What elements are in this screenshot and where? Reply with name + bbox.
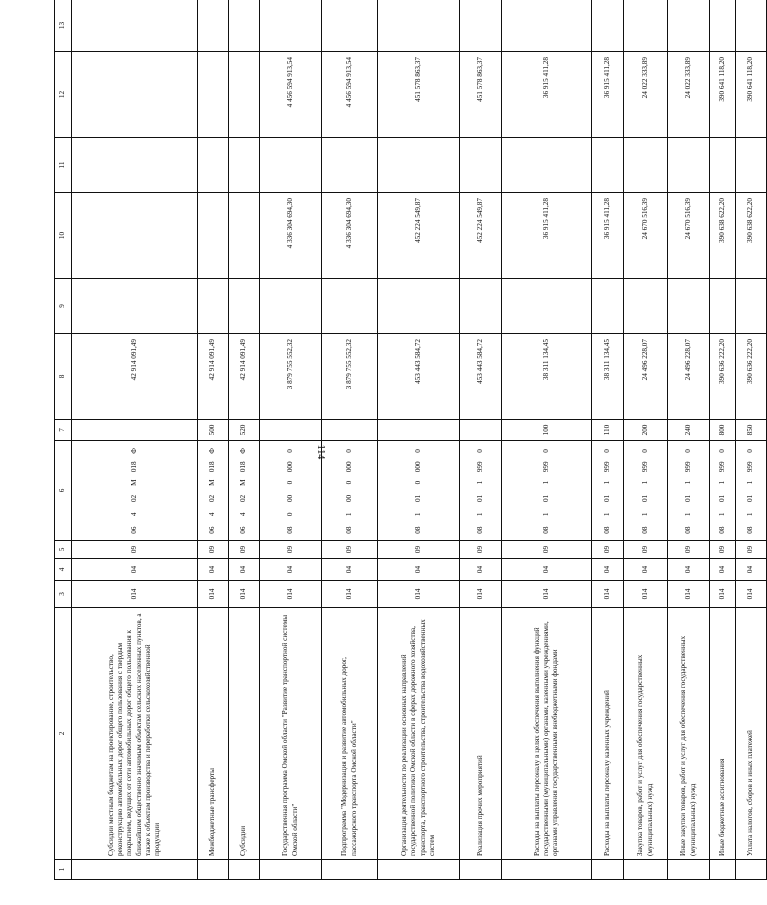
- target-article-cell: [72, 441, 198, 541]
- target-article-part: 999: [475, 461, 484, 473]
- amount-year2-cell: 390 638 622,20: [736, 193, 767, 279]
- table-row: [736, 0, 767, 880]
- col-header: 6: [55, 441, 72, 541]
- ministry-code-cell: 014: [378, 581, 460, 608]
- federal-year2-cell: [736, 138, 767, 193]
- target-article-cell: [260, 441, 322, 541]
- target-article-part: 1: [413, 512, 422, 517]
- federal-year2-cell: [72, 138, 198, 193]
- target-article-cell: [624, 441, 668, 541]
- table-row: [378, 0, 460, 880]
- target-article-cell: [378, 441, 460, 541]
- subsection-code-cell: 09: [624, 541, 668, 559]
- amount-year2-cell: 24 670 516,39: [624, 193, 668, 279]
- federal-year3-cell: [736, 0, 767, 52]
- subsection-code-cell: 09: [710, 541, 736, 559]
- target-article-part: 1: [602, 480, 611, 485]
- target-article-part: 08: [717, 526, 726, 534]
- row-index-cell: [460, 860, 502, 880]
- amount-year3-cell: 451 578 863,37: [460, 52, 502, 138]
- target-article-part: 0: [344, 480, 353, 485]
- table-row: [229, 0, 260, 880]
- row-name-cell: Уплата налогов, сборов и иных платежей: [736, 608, 767, 860]
- federal-year3-cell: [229, 0, 260, 52]
- subsection-code-cell: 09: [322, 541, 378, 559]
- subsection-code-cell: 09: [668, 541, 710, 559]
- target-article-part: 02: [208, 494, 217, 503]
- ministry-code-cell: 014: [72, 581, 198, 608]
- col-header: 8: [55, 334, 72, 420]
- section-code-cell: 04: [624, 559, 668, 581]
- table-row: [624, 0, 668, 880]
- target-article-part: 999: [746, 461, 755, 473]
- col-header: 3: [55, 581, 72, 608]
- target-article-part: 0: [746, 449, 755, 453]
- target-article-part: 06: [239, 526, 248, 534]
- amount-year3-cell: 36 915 411,28: [592, 52, 624, 138]
- federal-year1-cell: [229, 279, 260, 334]
- amount-year2-cell: 390 638 622,20: [710, 193, 736, 279]
- target-article-part: 4: [129, 512, 138, 517]
- target-article-part: 08: [475, 526, 484, 534]
- target-article-cell: [502, 441, 592, 541]
- target-article-part: 01: [746, 494, 755, 503]
- ministry-code-cell: 014: [592, 581, 624, 608]
- expense-type-cell: 110: [592, 420, 624, 441]
- amount-year1-cell: 3 879 755 552,32: [260, 334, 322, 420]
- amount-year2-cell: 36 915 411,28: [502, 193, 592, 279]
- row-name-cell: Субсидии местным бюджетам на проектирование, строительство, реконструкцию автомобильных дорог общего пользования с твердым покрытием, ведущих от сети автомобильных дорог общего пользования к ближайшим общественно значимым объектам сельских населенных пунктов, а также к объектам производства и переработки сельскохозяйственной продукции: [72, 608, 198, 860]
- target-article-part: 0: [717, 449, 726, 453]
- row-index-cell: [198, 860, 229, 880]
- col-header: 10: [55, 193, 72, 279]
- amount-year3-cell: 390 641 118,20: [710, 52, 736, 138]
- target-article-part: 0: [285, 512, 294, 517]
- target-article-cell: [460, 441, 502, 541]
- target-article-part: 01: [541, 494, 550, 503]
- target-article-part: Ф: [239, 448, 248, 454]
- row-index-cell: [322, 860, 378, 880]
- expense-type-cell: [460, 420, 502, 441]
- target-article-part: 0: [475, 449, 484, 453]
- section-code-cell: 04: [668, 559, 710, 581]
- federal-year3-cell: [378, 0, 460, 52]
- subsection-code-cell: 09: [229, 541, 260, 559]
- amount-year1-cell: 38 311 134,45: [502, 334, 592, 420]
- target-article-part: 0: [285, 480, 294, 485]
- target-article-part: 1: [683, 480, 692, 485]
- target-article-part: 01: [640, 494, 649, 503]
- federal-year1-cell: [322, 279, 378, 334]
- table-row: [460, 0, 502, 880]
- target-article-cell: [668, 441, 710, 541]
- row-index-cell: [736, 860, 767, 880]
- expense-type-cell: [72, 420, 198, 441]
- section-code-cell: 04: [229, 559, 260, 581]
- ministry-code-cell: 014: [668, 581, 710, 608]
- federal-year2-cell: [668, 138, 710, 193]
- target-article-part: 08: [413, 526, 422, 534]
- amount-year3-cell: [72, 52, 198, 138]
- target-article-part: 08: [344, 526, 353, 534]
- section-code-cell: 04: [736, 559, 767, 581]
- target-article-part: Ф: [208, 448, 217, 454]
- federal-year3-cell: [502, 0, 592, 52]
- target-article-part: 0: [602, 449, 611, 453]
- federal-year3-cell: [198, 0, 229, 52]
- row-index-cell: [260, 860, 322, 880]
- amount-year1-cell: 42 914 091,49: [229, 334, 260, 420]
- expense-type-cell: 800: [710, 420, 736, 441]
- amount-year1-cell: 42 914 091,49: [198, 334, 229, 420]
- target-article-cell: [229, 441, 260, 541]
- target-article-part: М: [129, 479, 138, 486]
- expense-type-cell: 520: [229, 420, 260, 441]
- target-article-part: 999: [602, 461, 611, 473]
- ministry-code-cell: 014: [624, 581, 668, 608]
- subsection-code-cell: 09: [460, 541, 502, 559]
- amount-year1-cell: 390 636 222,20: [710, 334, 736, 420]
- target-article-part: М: [208, 479, 217, 486]
- target-article-part: 0: [285, 449, 294, 453]
- ministry-code-cell: 014: [710, 581, 736, 608]
- subsection-code-cell: 09: [72, 541, 198, 559]
- federal-year1-cell: [736, 279, 767, 334]
- expense-type-cell: 850: [736, 420, 767, 441]
- target-article-part: 08: [285, 526, 294, 534]
- row-name-cell: Подпрограмма "Модернизация и развитие автомобильных дорог, пассажирского транспорта Омской области": [322, 608, 378, 860]
- federal-year1-cell: [624, 279, 668, 334]
- target-article-part: 999: [717, 461, 726, 473]
- target-article-part: 01: [413, 494, 422, 503]
- section-code-cell: 04: [502, 559, 592, 581]
- target-article-part: 018: [208, 461, 217, 473]
- target-article-part: 0: [413, 480, 422, 485]
- target-article-part: 999: [683, 461, 692, 473]
- amount-year1-cell: 390 636 222,20: [736, 334, 767, 420]
- subsection-code-cell: 09: [736, 541, 767, 559]
- federal-year2-cell: [592, 138, 624, 193]
- row-name-cell: Расходы на выплаты персоналу в целях обеспечения выполнения функций государственными (муниципальными) органами, казенными учреждениями, органами управления государственными внебюджетными фондами: [502, 608, 592, 860]
- target-article-part: Ф: [129, 448, 138, 454]
- col-header: 7: [55, 420, 72, 441]
- row-index-cell: [378, 860, 460, 880]
- row-name-cell: Реализация прочих мероприятий: [460, 608, 502, 860]
- target-article-part: 1: [640, 512, 649, 517]
- expense-type-cell: 500: [198, 420, 229, 441]
- amount-year3-cell: 24 022 333,89: [624, 52, 668, 138]
- row-name-cell: Организация деятельности по реализации основных направлений государственной политики Омской области в сферах дорожного хозяйства, транспорта, транспортного строительства, строительства водохозяйственных систем: [378, 608, 460, 860]
- row-index-cell: [592, 860, 624, 880]
- amount-year2-cell: 452 224 549,87: [378, 193, 460, 279]
- row-name-cell: Межбюджетные трансферты: [198, 608, 229, 860]
- row-name-cell: Иные бюджетные ассигнования: [710, 608, 736, 860]
- col-header: 11: [55, 138, 72, 193]
- col-header: 5: [55, 541, 72, 559]
- target-article-part: 1: [475, 480, 484, 485]
- subsection-code-cell: 09: [198, 541, 229, 559]
- amount-year3-cell: 24 022 333,89: [668, 52, 710, 138]
- target-article-part: 0: [541, 449, 550, 453]
- target-article-part: 0: [413, 449, 422, 453]
- federal-year2-cell: [260, 138, 322, 193]
- federal-year2-cell: [322, 138, 378, 193]
- amount-year2-cell: [72, 193, 198, 279]
- target-article-part: 000: [413, 461, 422, 473]
- col-header: 1: [55, 860, 72, 880]
- row-name-cell: Иные закупки товаров, работ и услуг для обеспечения государственных (муниципальных) нужд: [668, 608, 710, 860]
- target-article-part: 08: [746, 526, 755, 534]
- section-code-cell: 04: [72, 559, 198, 581]
- target-article-cell: [322, 441, 378, 541]
- amount-year1-cell: 24 496 228,07: [668, 334, 710, 420]
- ministry-code-cell: 014: [460, 581, 502, 608]
- federal-year1-cell: [668, 279, 710, 334]
- ministry-code-cell: 014: [198, 581, 229, 608]
- expense-type-cell: 100: [502, 420, 592, 441]
- federal-year1-cell: [460, 279, 502, 334]
- section-code-cell: 04: [322, 559, 378, 581]
- federal-year3-cell: [260, 0, 322, 52]
- section-code-cell: 04: [260, 559, 322, 581]
- expense-type-cell: [260, 420, 322, 441]
- target-article-part: 00: [285, 494, 294, 503]
- amount-year1-cell: 42 914 091,49: [72, 334, 198, 420]
- federal-year3-cell: [710, 0, 736, 52]
- section-code-cell: 04: [710, 559, 736, 581]
- target-article-part: 01: [602, 494, 611, 503]
- amount-year1-cell: 453 443 584,72: [460, 334, 502, 420]
- federal-year1-cell: [592, 279, 624, 334]
- amount-year2-cell: 4 336 304 694,30: [322, 193, 378, 279]
- target-article-part: 1: [746, 512, 755, 517]
- target-article-part: 999: [640, 461, 649, 473]
- col-header: 13: [55, 0, 72, 52]
- amount-year2-cell: 36 915 411,28: [592, 193, 624, 279]
- table-row: [592, 0, 624, 880]
- table-row: [710, 0, 736, 880]
- ministry-code-cell: 014: [736, 581, 767, 608]
- row-name-cell: Закупка товаров, работ и услуг для обеспечения государственных (муниципальных) нужд: [624, 608, 668, 860]
- row-name-cell: Государственная программа Омской области "Развитие транспортной системы Омской области": [260, 608, 322, 860]
- target-article-part: 1: [640, 480, 649, 485]
- amount-year3-cell: [229, 52, 260, 138]
- ministry-code-cell: 014: [260, 581, 322, 608]
- target-article-cell: [198, 441, 229, 541]
- subsection-code-cell: 09: [260, 541, 322, 559]
- row-index-cell: [624, 860, 668, 880]
- target-article-part: 02: [239, 494, 248, 503]
- federal-year2-cell: [710, 138, 736, 193]
- subsection-code-cell: 09: [502, 541, 592, 559]
- section-code-cell: 04: [198, 559, 229, 581]
- table-row: [668, 0, 710, 880]
- target-article-part: 1: [344, 512, 353, 517]
- target-article-part: 00: [344, 494, 353, 503]
- amount-year1-cell: 453 443 584,72: [378, 334, 460, 420]
- amount-year3-cell: 4 456 594 913,54: [260, 52, 322, 138]
- row-index-cell: [502, 860, 592, 880]
- target-article-part: 0: [344, 449, 353, 453]
- target-article-part: 1: [746, 480, 755, 485]
- amount-year1-cell: 24 496 228,07: [624, 334, 668, 420]
- target-article-part: 1: [683, 512, 692, 517]
- target-article-part: 1: [717, 480, 726, 485]
- target-article-part: 1: [541, 512, 550, 517]
- table-row: [260, 0, 322, 880]
- amount-year2-cell: 24 670 516,39: [668, 193, 710, 279]
- federal-year2-cell: [624, 138, 668, 193]
- col-header: 12: [55, 52, 72, 138]
- federal-year1-cell: [198, 279, 229, 334]
- target-article-part: 018: [129, 461, 138, 473]
- target-article-part: 4: [239, 512, 248, 517]
- federal-year1-cell: [378, 279, 460, 334]
- target-article-part: 0: [640, 449, 649, 453]
- expense-type-cell: 200: [624, 420, 668, 441]
- col-header: 4: [55, 559, 72, 581]
- amount-year3-cell: [198, 52, 229, 138]
- subsection-code-cell: 09: [378, 541, 460, 559]
- federal-year1-cell: [502, 279, 592, 334]
- table-row: [322, 0, 378, 880]
- target-article-part: 06: [129, 526, 138, 534]
- expense-type-cell: [322, 420, 378, 441]
- target-article-part: 02: [129, 494, 138, 503]
- section-code-cell: 04: [460, 559, 502, 581]
- target-article-part: М: [239, 479, 248, 486]
- target-article-part: 1: [602, 512, 611, 517]
- row-index-cell: [668, 860, 710, 880]
- federal-year2-cell: [229, 138, 260, 193]
- table-row: [502, 0, 592, 880]
- amount-year3-cell: 451 578 863,37: [378, 52, 460, 138]
- section-code-cell: 04: [378, 559, 460, 581]
- ministry-code-cell: 014: [229, 581, 260, 608]
- column-number-row: [55, 0, 72, 880]
- subsection-code-cell: 09: [592, 541, 624, 559]
- federal-year2-cell: [378, 138, 460, 193]
- federal-year1-cell: [710, 279, 736, 334]
- target-article-part: 1: [541, 480, 550, 485]
- target-article-part: 01: [683, 494, 692, 503]
- table-row: [72, 0, 198, 880]
- row-name-cell: Субсидии: [229, 608, 260, 860]
- federal-year3-cell: [668, 0, 710, 52]
- target-article-part: 0: [683, 449, 692, 453]
- federal-year1-cell: [260, 279, 322, 334]
- target-article-part: 1: [717, 512, 726, 517]
- target-article-part: 1: [475, 512, 484, 517]
- federal-year3-cell: [72, 0, 198, 52]
- federal-year2-cell: [502, 138, 592, 193]
- target-article-part: 01: [475, 494, 484, 503]
- amount-year3-cell: 390 641 118,20: [736, 52, 767, 138]
- target-article-cell: [736, 441, 767, 541]
- row-index-cell: [72, 860, 198, 880]
- amount-year2-cell: 452 224 549,87: [460, 193, 502, 279]
- federal-year3-cell: [592, 0, 624, 52]
- col-header: 9: [55, 279, 72, 334]
- amount-year1-cell: 38 311 134,45: [592, 334, 624, 420]
- target-article-part: 08: [640, 526, 649, 534]
- col-header: 2: [55, 608, 72, 860]
- target-article-part: 06: [208, 526, 217, 534]
- amount-year2-cell: [229, 193, 260, 279]
- amount-year2-cell: 4 336 304 694,30: [260, 193, 322, 279]
- federal-year2-cell: [198, 138, 229, 193]
- target-article-cell: [592, 441, 624, 541]
- expense-type-cell: 240: [668, 420, 710, 441]
- federal-year3-cell: [322, 0, 378, 52]
- amount-year3-cell: 4 456 594 913,54: [322, 52, 378, 138]
- target-article-part: 08: [683, 526, 692, 534]
- target-article-part: 999: [541, 461, 550, 473]
- target-article-part: 08: [541, 526, 550, 534]
- row-index-cell: [710, 860, 736, 880]
- table-row: [198, 0, 229, 880]
- federal-year2-cell: [460, 138, 502, 193]
- page-number: 114: [315, 444, 326, 460]
- row-index-cell: [229, 860, 260, 880]
- row-name-cell: Расходы на выплаты персоналу казенных учреждений: [592, 608, 624, 860]
- budget-table: [54, 0, 767, 880]
- target-article-part: 08: [602, 526, 611, 534]
- amount-year2-cell: [198, 193, 229, 279]
- amount-year3-cell: 36 915 411,28: [502, 52, 592, 138]
- target-article-part: 000: [344, 461, 353, 473]
- document-sheet: [54, 0, 755, 905]
- federal-year1-cell: [72, 279, 198, 334]
- rotated-table-frame: [54, 0, 755, 880]
- section-code-cell: 04: [592, 559, 624, 581]
- amount-year1-cell: 3 879 755 552,32: [322, 334, 378, 420]
- target-article-part: 01: [717, 494, 726, 503]
- target-article-part: 018: [239, 461, 248, 473]
- expense-type-cell: [378, 420, 460, 441]
- target-article-part: 4: [208, 512, 217, 517]
- target-article-part: 000: [285, 461, 294, 473]
- federal-year3-cell: [624, 0, 668, 52]
- ministry-code-cell: 014: [322, 581, 378, 608]
- federal-year3-cell: [460, 0, 502, 52]
- ministry-code-cell: 014: [502, 581, 592, 608]
- target-article-cell: [710, 441, 736, 541]
